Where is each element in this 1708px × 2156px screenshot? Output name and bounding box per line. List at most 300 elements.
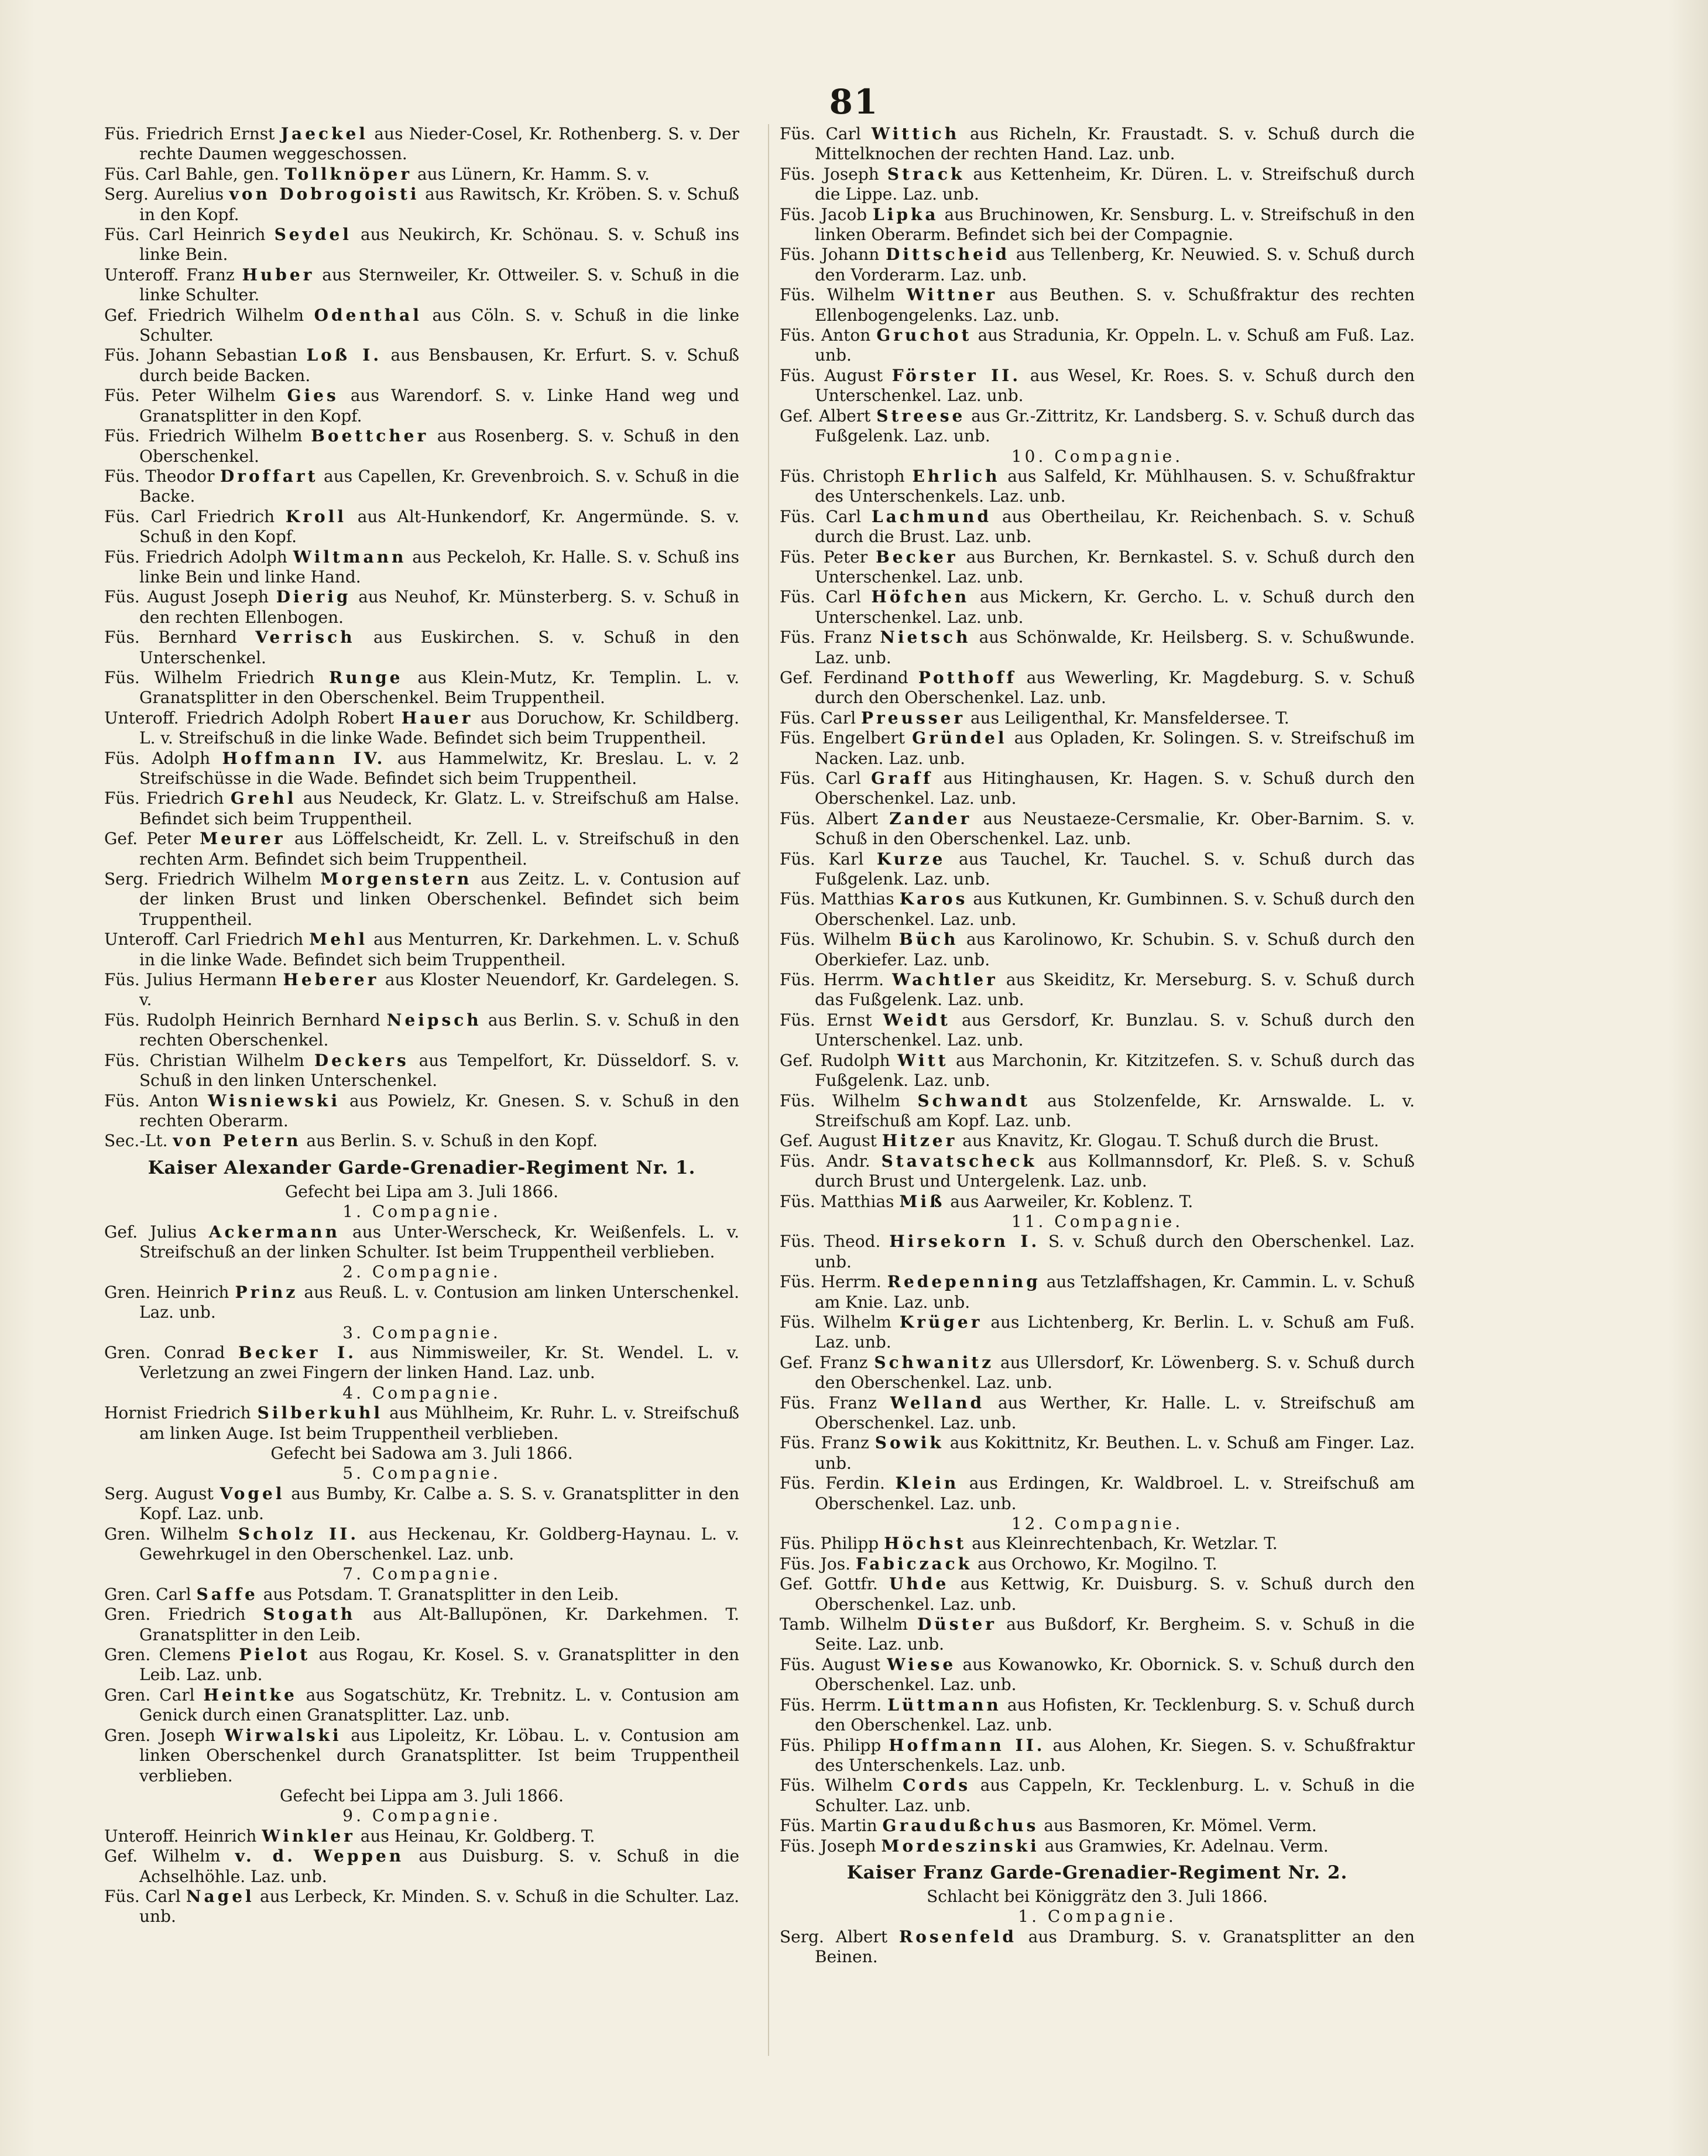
entry-details: aus Kollmannsdorf, Kr. Pleß. S. v. Schuß durch Brust und Untergelenk. Laz. unb.: [815, 1151, 1415, 1191]
surname: Förster II.: [891, 365, 1021, 385]
surname: Loß I.: [306, 345, 382, 365]
entry-details: aus Stolzenfelde, Kr. Arnswalde. L. v. Streifschuß am Kopf. Laz. unb.: [815, 1091, 1415, 1130]
company-heading: 1. Compagnie.: [342, 1202, 501, 1222]
rank-and-given-names: Füs. Carl: [780, 708, 861, 728]
rank-and-given-names: Gef. Julius: [104, 1222, 209, 1242]
surname: Saffe: [196, 1584, 258, 1604]
surname: Krüger: [899, 1312, 983, 1332]
entry-details: aus Neuhof, Kr. Münsterberg. S. v. Schuß in den rechten Ellenbogen.: [139, 587, 739, 627]
casualty-entry: [104, 306, 739, 346]
casualty-entry: [104, 1585, 739, 1605]
rank-and-given-names: Füs. Franz: [780, 1433, 875, 1453]
column-divider: [768, 124, 769, 2056]
rank-and-given-names: Gren. Carl: [104, 1584, 197, 1604]
entry-details: aus Kettwig, Kr. Duisburg. S. v. Schuß durch den Oberschenkel. Laz. unb.: [815, 1574, 1415, 1614]
rank-and-given-names: Hornist Friedrich: [104, 1403, 258, 1423]
entry-details: aus Bumby, Kr. Calbe a. S. S. v. Granatsplitter in den Kopf. Laz. unb.: [139, 1483, 739, 1524]
entry-details: aus Mühlheim, Kr. Ruhr. L. v. Streifschuß am linken Auge. Ist beim Truppentheil verblieben.: [139, 1403, 739, 1443]
entry-details: aus Rawitsch, Kr. Kröben. S. v. Schuß in den Kopf.: [139, 184, 739, 224]
rank-and-given-names: Füs. Friedrich Ernst: [104, 124, 281, 143]
entry-details: aus Karolinowo, Kr. Schubin. S. v. Schuß durch den Oberkiefer. Laz. unb.: [815, 930, 1415, 969]
entry-details: aus Basmoren, Kr. Mömel. Verm.: [1038, 1816, 1317, 1836]
entry-details: aus Sternweiler, Kr. Ottweiler. S. v. Schuß in die linke Schulter.: [139, 265, 739, 305]
casualty-entry: [104, 1645, 739, 1685]
surname: Runge: [329, 667, 403, 687]
casualty-entry: [780, 708, 1415, 728]
surname: Dierig: [276, 587, 351, 607]
rank-and-given-names: Serg. Friedrich Wilhelm: [104, 869, 321, 889]
surname: Wiese: [887, 1654, 956, 1674]
entry-details: aus Gramwies, Kr. Adelnau. Verm.: [1039, 1836, 1329, 1856]
entry-details: aus Neudeck, Kr. Glatz. L. v. Streifschuß am Halse. Befindet sich beim Truppentheil.: [139, 789, 739, 828]
surname: Droffart: [219, 466, 318, 486]
surname: Morgenstern: [320, 869, 472, 889]
casualty-entry: [780, 728, 1415, 769]
rank-and-given-names: Füs. Philipp: [780, 1735, 889, 1755]
entry-details: S. v. Schuß durch den Oberschenkel. Laz. unb.: [815, 1232, 1415, 1271]
entry-details: aus Dramburg. S. v. Granatsplitter an den Beinen.: [815, 1927, 1415, 1967]
surname: Nietsch: [880, 628, 971, 647]
entry-details: aus Tauchel, Kr. Tauchel. S. v. Schuß durch das Fußgelenk. Laz. unb.: [815, 849, 1415, 889]
casualty-entry: [104, 1283, 739, 1323]
rank-and-given-names: Füs. Carl: [780, 124, 872, 143]
casualty-entry: [780, 1473, 1415, 1514]
rank-and-given-names: Serg. Albert: [780, 1927, 899, 1946]
casualty-entry: [104, 1826, 739, 1846]
entry-details: aus Hofisten, Kr. Tecklenburg. S. v. Schuß durch den Oberschenkel. Laz. unb.: [815, 1695, 1415, 1735]
casualty-entry: [104, 1010, 739, 1051]
surname: Wittner: [906, 285, 998, 305]
entry-details: aus Richeln, Kr. Fraustadt. S. v. Schuß durch die Mittelknochen der rechten Hand. Laz. unb.: [815, 124, 1415, 164]
casualty-entry: [104, 1887, 739, 1927]
entry-details: aus Cappeln, Kr. Tecklenburg. L. v. Schuß in die Schulter. Laz. unb.: [815, 1775, 1415, 1815]
surname: Kroll: [285, 506, 347, 526]
casualty-entry: [104, 386, 739, 426]
entry-details: aus Alohen, Kr. Siegen. S. v. Schußfraktur des Unterschenkels. Laz. unb.: [815, 1735, 1415, 1775]
rank-and-given-names: Gren. Heinrich: [104, 1282, 235, 1302]
surname: Uhde: [889, 1574, 949, 1594]
entry-details: aus Schönwalde, Kr. Heilsberg. S. v. Schußwunde. Laz. unb.: [815, 628, 1415, 667]
rank-and-given-names: Gren. Friedrich: [104, 1605, 263, 1624]
casualty-entry: [780, 628, 1415, 668]
surname: Hoffmann IV.: [222, 748, 386, 768]
company-heading: 5. Compagnie.: [342, 1463, 501, 1483]
entry-details: aus Erdingen, Kr. Waldbroel. L. v. Streifschuß am Oberschenkel. Laz. unb.: [815, 1473, 1415, 1513]
surname: Jaeckel: [280, 124, 368, 143]
surname: Prinz: [235, 1282, 299, 1302]
casualty-entry: [780, 668, 1415, 708]
surname: Lachmund: [871, 506, 992, 526]
rank-and-given-names: Gef. Albert: [780, 406, 877, 426]
entry-details: aus Duisburg. S. v. Schuß in die Achselhöhle. Laz. unb.: [139, 1846, 740, 1886]
rank-and-given-names: Füs. Franz: [780, 628, 880, 647]
rank-and-given-names: Gef. August: [780, 1131, 882, 1151]
entry-details: aus Tellenberg, Kr. Neuwied. S. v. Schuß durch den Vorderarm. Laz. unb.: [815, 245, 1415, 285]
rank-and-given-names: Füs. Peter Wilhelm: [104, 386, 287, 406]
rank-and-given-names: Füs. Christian Wilhelm: [104, 1050, 314, 1070]
entry-details: aus Unter-Werscheck, Kr. Weißenfels. L. v. Streifschuß an der linken Schulter. Ist beim Truppentheil verblieben.: [139, 1222, 739, 1262]
entry-details: aus Hammelwitz, Kr. Breslau. L. v. 2 Streifschüsse in die Wade. Befindet sich beim Truppentheil.: [139, 748, 739, 788]
entry-details: aus Berlin. S. v. Schuß in den rechten Oberschenkel.: [139, 1010, 739, 1050]
surname: Hauer: [401, 708, 474, 728]
casualty-entry: [780, 366, 1415, 406]
casualty-entry: [780, 1554, 1415, 1574]
page-number: 81: [829, 82, 879, 122]
entry-details: aus Lünern, Kr. Hamm. S. v.: [412, 164, 650, 184]
entry-details: aus Löffelscheidt, Kr. Zell. L. v. Streifschuß in den rechten Arm. Befindet sich beim Truppentheil.: [139, 829, 739, 869]
rank-and-given-names: Füs. Friedrich: [104, 789, 231, 808]
surname: Wisniewski: [208, 1091, 341, 1110]
casualty-entry: [780, 1091, 1415, 1132]
casualty-entry: [780, 1927, 1415, 1968]
casualty-entry: [780, 1836, 1415, 1856]
entry-details: aus Reuß. L. v. Contusion am linken Unterschenkel. Laz. unb.: [139, 1282, 740, 1322]
surname: Hitzer: [882, 1131, 958, 1151]
rank-and-given-names: Füs. Ferdin.: [780, 1473, 896, 1493]
rank-and-given-names: Gren. Carl: [104, 1685, 204, 1705]
entry-details: aus Berlin. S. v. Schuß in den Kopf.: [301, 1131, 598, 1151]
battle-heading: Schlacht bei Königgrätz den 3. Juli 1866.: [927, 1886, 1268, 1906]
surname: Graudußchus: [882, 1816, 1039, 1836]
casualty-entry: [780, 205, 1415, 245]
surname: Silberkuhl: [257, 1403, 383, 1423]
battle-heading: Gefecht bei Sadowa am 3. Juli 1866.: [270, 1444, 573, 1463]
surname: Neipsch: [386, 1010, 482, 1030]
rank-and-given-names: Füs. Jos.: [780, 1554, 856, 1574]
right-column: [780, 124, 1415, 1968]
company-heading: 3. Compagnie.: [342, 1322, 501, 1342]
casualty-entry: [104, 1343, 739, 1383]
rank-and-given-names: Füs. August Joseph: [104, 587, 276, 607]
rank-and-given-names: Füs. Philipp: [780, 1534, 884, 1554]
casualty-entry: [780, 507, 1415, 547]
entry-details: aus Potsdam. T. Granatsplitter in den Leib.: [258, 1584, 619, 1604]
entry-details: aus Klein-Mutz, Kr. Templin. L. v. Granatsplitter in den Oberschenkel. Beim Truppentheil.: [139, 667, 739, 708]
surname: Boettcher: [311, 426, 429, 446]
surname: Nagel: [186, 1886, 255, 1906]
rank-and-given-names: Füs. Wilhelm: [780, 930, 900, 950]
rank-and-given-names: Füs. Jacob: [780, 204, 873, 224]
entry-details: aus Mickern, Kr. Gercho. L. v. Schuß durch den Unterschenkel. Laz. unb.: [815, 587, 1415, 627]
surname: Ehrlich: [912, 466, 1000, 486]
surname: Welland: [890, 1393, 985, 1413]
casualty-entry: [104, 1051, 739, 1091]
entry-details: aus Nimmisweiler, Kr. St. Wendel. L. v. Verletzung an zwei Fingern der linken Hand. Laz. unb.: [139, 1342, 740, 1383]
entry-details: aus Doruchow, Kr. Schildberg. L. v. Streifschuß in die linke Wade. Befindet sich beim Truppentheil.: [139, 708, 739, 748]
entry-details: aus Warendorf. S. v. Linke Hand weg und Granatsplitter in den Kopf.: [139, 386, 739, 426]
entry-details: aus Salfeld, Kr. Mühlhausen. S. v. Schußfraktur des Unterschenkels. Laz. unb.: [815, 466, 1415, 506]
rank-and-given-names: Füs. Theod.: [780, 1232, 890, 1252]
entry-details: aus Alt-Hunkendorf, Kr. Angermünde. S. v. Schuß in den Kopf.: [139, 506, 739, 547]
casualty-entry: [104, 789, 739, 829]
entry-details: aus Ullersdorf, Kr. Löwenberg. S. v. Schuß durch den Oberschenkel. Laz. unb.: [815, 1352, 1415, 1393]
casualty-entry: [780, 1433, 1415, 1473]
surname: Wittich: [871, 124, 960, 143]
casualty-entry: [104, 708, 739, 749]
rank-and-given-names: Gren. Joseph: [104, 1725, 225, 1745]
rank-and-given-names: Füs. Peter: [780, 547, 876, 567]
company-heading: 12. Compagnie.: [1011, 1514, 1184, 1534]
casualty-entry: [104, 467, 739, 507]
casualty-entry: [104, 345, 739, 386]
rank-and-given-names: Füs. Ernst: [780, 1010, 883, 1030]
entry-details: aus Alt-Ballupönen, Kr. Darkehmen. T. Granatsplitter in den Leib.: [139, 1605, 740, 1644]
entry-details: aus Hitinghausen, Kr. Hagen. S. v. Schuß durch den Oberschenkel. Laz. unb.: [815, 769, 1415, 808]
regiment-heading: Kaiser Franz Garde-Grenadier-Regiment Nr. 2.: [846, 1862, 1348, 1883]
surname: Höchst: [884, 1534, 967, 1554]
rank-and-given-names: Gef. Friedrich Wilhelm: [104, 305, 314, 325]
surname: Höfchen: [871, 587, 970, 607]
surname: v. d. Weppen: [235, 1846, 404, 1866]
entry-details: aus Sogatschütz, Kr. Trebnitz. L. v. Contusion am Genick durch einen Granatsplitter. Laz. unb.: [139, 1685, 739, 1725]
surname: Seydel: [274, 225, 352, 245]
surname: Fabiczack: [855, 1554, 973, 1574]
surname: Gruchot: [876, 325, 972, 345]
surname: Strack: [887, 164, 965, 184]
surname: Ackermann: [208, 1222, 340, 1242]
entry-details: aus Knavitz, Kr. Glogau. T. Schuß durch die Brust.: [957, 1131, 1379, 1151]
rank-and-given-names: Füs. Wilhelm: [780, 285, 907, 305]
casualty-entry: [104, 124, 739, 164]
casualty-entry: [104, 628, 739, 668]
entry-details: aus Obertheilau, Kr. Reichenbach. S. v. Schuß durch die Brust. Laz. unb.: [815, 506, 1415, 547]
rank-and-given-names: Gren. Conrad: [104, 1342, 239, 1362]
entry-details: aus Bußdorf, Kr. Bergheim. S. v. Schuß in die Seite. Laz. unb.: [815, 1615, 1415, 1654]
rank-and-given-names: Füs. Carl: [780, 506, 872, 526]
rank-and-given-names: Füs. Anton: [780, 325, 877, 345]
entry-details: aus Peckeloh, Kr. Halle. S. v. Schuß ins linke Bein und linke Hand.: [139, 547, 739, 587]
casualty-entry: [780, 1775, 1415, 1816]
rank-and-given-names: Füs. Matthias: [780, 889, 900, 909]
surname: Dittscheid: [886, 245, 1010, 265]
rank-and-given-names: Füs. Albert: [780, 808, 890, 828]
rank-and-given-names: Füs. Adolph: [104, 748, 222, 768]
surname: Winkler: [262, 1826, 355, 1846]
casualty-entry: [780, 547, 1415, 588]
rank-and-given-names: Füs. Carl Friedrich: [104, 506, 286, 526]
regiment-heading: Kaiser Alexander Garde-Grenadier-Regiment Nr. 1.: [148, 1157, 696, 1178]
rank-and-given-names: Füs. Bernhard: [104, 628, 256, 647]
entry-details: aus Leiligenthal, Kr. Mansfeldersee. T.: [965, 708, 1289, 728]
surname: Grehl: [230, 789, 297, 808]
rank-and-given-names: Unteroff. Friedrich Adolph Robert: [104, 708, 402, 728]
rank-and-given-names: Füs. Andr.: [780, 1151, 882, 1171]
rank-and-given-names: Tamb. Wilhelm: [780, 1615, 918, 1634]
surname: Becker: [876, 547, 958, 567]
entry-details: aus Marchonin, Kr. Kitzitzefen. S. v. Schuß durch das Fußgelenk. Laz. unb.: [815, 1050, 1415, 1091]
entry-details: aus Kleinrechtenbach, Kr. Wetzlar. T.: [966, 1534, 1278, 1554]
casualty-entry: [104, 970, 739, 1010]
surname: Gründel: [912, 728, 1007, 748]
rank-and-given-names: Füs. Christoph: [780, 466, 913, 486]
surname: Zander: [889, 808, 972, 828]
casualty-entry: [104, 1726, 739, 1786]
entry-details: aus Zeitz. L. v. Contusion auf der linken Brust und linken Oberschenkel. Befindet sich beim Truppentheil.: [139, 869, 739, 929]
casualty-entry: [104, 869, 739, 930]
rank-and-given-names: Füs. Johann Sebastian: [104, 345, 307, 365]
entry-details: aus Heinau, Kr. Goldberg. T.: [355, 1826, 595, 1846]
rank-and-given-names: Füs. Julius Hermann: [104, 970, 283, 990]
surname: Pielot: [239, 1645, 311, 1665]
casualty-entry: [104, 749, 739, 789]
surname: Heberer: [283, 970, 379, 990]
rank-and-given-names: Gef. Wilhelm: [104, 1846, 235, 1866]
rank-and-given-names: Füs. Joseph: [780, 1836, 882, 1856]
casualty-entry: [104, 1131, 739, 1151]
surname: Becker I.: [238, 1342, 356, 1362]
casualty-entry: [104, 1403, 739, 1444]
casualty-entry: [104, 1524, 739, 1565]
rank-and-given-names: Füs. Joseph: [780, 164, 887, 184]
casualty-entry: [104, 184, 739, 225]
surname: Deckers: [314, 1050, 409, 1070]
rank-and-given-names: Füs. Rudolph Heinrich Bernhard: [104, 1010, 387, 1030]
surname: Lüttmann: [887, 1695, 1002, 1715]
rank-and-given-names: Serg. Aurelius: [104, 184, 229, 204]
casualty-entry: [104, 547, 739, 588]
casualty-entry: [780, 245, 1415, 285]
surname: Büch: [899, 930, 959, 950]
company-heading: 10. Compagnie.: [1011, 446, 1184, 466]
casualty-entry: [780, 164, 1415, 205]
entry-details: aus Werther, Kr. Halle. L. v. Streifschuß am Oberschenkel. Laz. unb.: [815, 1393, 1415, 1432]
entry-details: aus Powielz, Kr. Gnesen. S. v. Schuß in den rechten Oberarm.: [139, 1091, 739, 1130]
surname: Redepenning: [887, 1272, 1041, 1292]
rank-and-given-names: Füs. Wilhelm: [780, 1312, 900, 1332]
surname: von Petern: [173, 1131, 301, 1151]
entry-details: aus Opladen, Kr. Solingen. S. v. Streifschuß im Nacken. Laz. unb.: [815, 728, 1415, 768]
rank-and-given-names: Füs. Franz: [780, 1393, 890, 1413]
battle-heading: Gefecht bei Lippa am 3. Juli 1866.: [279, 1785, 564, 1805]
entry-details: aus Lerbeck, Kr. Minden. S. v. Schuß in die Schulter. Laz. unb.: [139, 1886, 739, 1927]
rank-and-given-names: Gef. Ferdinand: [780, 667, 918, 687]
surname: Vogel: [219, 1483, 285, 1503]
casualty-entry: [104, 1605, 739, 1645]
surname: Tollknöper: [284, 164, 413, 184]
casualty-entry: [780, 1534, 1415, 1554]
rank-and-given-names: Füs. Carl: [780, 587, 872, 607]
entry-details: aus Lichtenberg, Kr. Berlin. L. v. Schuß am Fuß. Laz. unb.: [815, 1312, 1415, 1352]
left-column: [104, 124, 739, 1927]
casualty-entry: [104, 930, 739, 970]
rank-and-given-names: Füs. Herrm.: [780, 1272, 887, 1292]
casualty-entry: [780, 1131, 1415, 1151]
rank-and-given-names: Füs. Matthias: [780, 1191, 900, 1211]
casualty-entry: [780, 889, 1415, 930]
casualty-entry: [780, 1272, 1415, 1312]
surname: Mehl: [309, 930, 368, 950]
casualty-entry: [104, 1091, 739, 1132]
casualty-entry: [780, 587, 1415, 628]
company-heading: 7. Compagnie.: [342, 1564, 501, 1584]
surname: Verrisch: [255, 628, 355, 647]
casualty-entry: [780, 1353, 1415, 1393]
surname: Düster: [917, 1615, 997, 1634]
entry-details: aus Gersdorf, Kr. Bunzlau. S. v. Schuß durch den Unterschenkel. Laz. unb.: [815, 1010, 1415, 1050]
entry-details: aus Rogau, Kr. Kosel. S. v. Granatsplitter in den Leib. Laz. unb.: [139, 1645, 739, 1685]
rank-and-given-names: Unteroff. Franz: [104, 265, 242, 285]
casualty-entry: [780, 930, 1415, 970]
casualty-entry: [104, 225, 739, 265]
entry-details: aus Kokittnitz, Kr. Beuthen. L. v. Schuß am Finger. Laz. unb.: [815, 1433, 1415, 1473]
entry-details: aus Wesel, Kr. Roes. S. v. Schuß durch den Unterschenkel. Laz. unb.: [815, 365, 1415, 406]
casualty-entry: [780, 1312, 1415, 1353]
entry-details: aus Kettenheim, Kr. Düren. L. v. Streifschuß durch die Lippe. Laz. unb.: [815, 164, 1415, 204]
entry-details: aus Heckenau, Kr. Goldberg-Haynau. L. v. Gewehrkugel in den Oberschenkel. Laz. unb.: [139, 1524, 739, 1564]
rank-and-given-names: Füs. Wilhelm Friedrich: [104, 667, 330, 687]
casualty-entry: [104, 1846, 739, 1887]
surname: Miß: [899, 1191, 945, 1211]
rank-and-given-names: Unteroff. Carl Friedrich: [104, 930, 310, 950]
surname: Schwandt: [917, 1091, 1031, 1110]
entry-details: aus Stradunia, Kr. Oppeln. L. v. Schuß am Fuß. Laz. unb.: [815, 325, 1415, 365]
casualty-entry: [780, 809, 1415, 849]
entry-details: aus Gr.-Zittritz, Kr. Landsberg. S. v. Schuß durch das Fußgelenk. Laz. unb.: [815, 406, 1415, 446]
entry-details: aus Tempelfort, Kr. Düsseldorf. S. v. Schuß in den linken Unterschenkel.: [139, 1050, 739, 1091]
casualty-entry: [104, 426, 739, 467]
entry-details: aus Kutkunen, Kr. Gumbinnen. S. v. Schuß durch den Oberschenkel. Laz. unb.: [815, 889, 1415, 929]
surname: Karos: [899, 889, 968, 909]
surname: Sowik: [874, 1433, 944, 1453]
entry-details: aus Bensbausen, Kr. Erfurt. S. v. Schuß durch beide Backen.: [139, 345, 740, 385]
entry-details: aus Orchowo, Kr. Mogilno. T.: [972, 1554, 1217, 1574]
entry-details: aus Euskirchen. S. v. Schuß in den Unterschenkel.: [139, 628, 739, 667]
surname: Graff: [871, 769, 934, 788]
entry-details: aus Tetzlaffshagen, Kr. Cammin. L. v. Schuß am Knie. Laz. unb.: [815, 1272, 1415, 1312]
casualty-entry: [780, 1615, 1415, 1655]
surname: Wiltmann: [293, 547, 407, 567]
rank-and-given-names: Gren. Wilhelm: [104, 1524, 238, 1544]
casualty-entry: [780, 1151, 1415, 1192]
entry-details: aus Nieder-Cosel, Kr. Rothenberg. S. v. Der rechte Daumen weggeschossen.: [139, 124, 739, 164]
rank-and-given-names: Füs. Friedrich Adolph: [104, 547, 293, 567]
rank-and-given-names: Füs. Johann: [780, 245, 886, 265]
casualty-entry: [780, 285, 1415, 325]
rank-and-given-names: Gren. Clemens: [104, 1645, 239, 1665]
rank-and-given-names: Füs. Carl: [780, 769, 872, 788]
rank-and-given-names: Füs. Anton: [104, 1091, 208, 1110]
casualty-entry: [780, 769, 1415, 809]
casualty-entry: [780, 970, 1415, 1010]
casualty-entry: [104, 829, 739, 869]
casualty-entry: [780, 467, 1415, 507]
rank-and-given-names: Füs. August: [780, 1654, 887, 1674]
entry-details: aus Aarweiler, Kr. Koblenz. T.: [945, 1191, 1193, 1211]
surname: Preusser: [861, 708, 966, 728]
surname: Stavatscheck: [881, 1151, 1037, 1171]
entry-details: aus Skeiditz, Kr. Merseburg. S. v. Schuß durch das Fußgelenk. Laz. unb.: [815, 970, 1415, 1010]
casualty-entry: [104, 1222, 739, 1263]
casualty-entry: [780, 1736, 1415, 1776]
entry-details: aus Cöln. S. v. Schuß in die linke Schulter.: [139, 305, 740, 345]
casualty-entry: [780, 1192, 1415, 1212]
surname: von Dobrogoisti: [229, 184, 420, 204]
surname: Potthoff: [918, 667, 1017, 687]
surname: Streese: [876, 406, 966, 426]
rank-and-given-names: Füs. August: [780, 365, 892, 385]
entry-details: aus Kloster Neuendorf, Kr. Gardelegen. S. v.: [139, 970, 740, 1010]
casualty-entry: [780, 1232, 1415, 1272]
surname: Wachtler: [892, 970, 998, 990]
rank-and-given-names: Unteroff. Heinrich: [104, 1826, 262, 1846]
rank-and-given-names: Gef. Gottfr.: [780, 1574, 890, 1594]
entry-details: aus Bruchinowen, Kr. Sensburg. L. v. Streifschuß in den linken Oberarm. Befindet sich bei der Compagnie.: [815, 204, 1415, 245]
battle-heading: Gefecht bei Lipa am 3. Juli 1866.: [284, 1181, 559, 1201]
company-heading: 4. Compagnie.: [342, 1383, 501, 1403]
surname: Hoffmann II.: [889, 1735, 1045, 1755]
casualty-entry: [104, 507, 739, 547]
surname: Cords: [903, 1775, 971, 1795]
